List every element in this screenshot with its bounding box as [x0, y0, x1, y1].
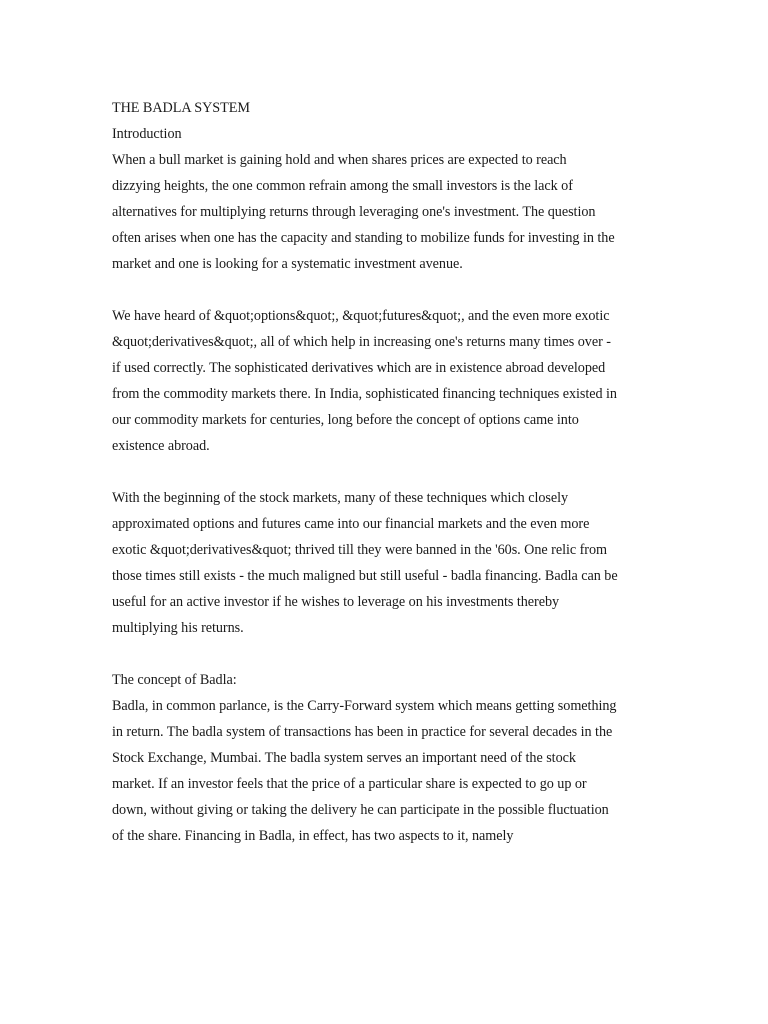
document-body	[112, 95, 672, 849]
paragraph-line: When a bull market is gaining hold and when shares prices are expected to reach	[112, 152, 567, 168]
document-title: THE BADLA SYSTEM	[112, 100, 250, 116]
paragraph-intro	[112, 147, 672, 277]
paragraph-line: alternatives for multiplying returns through leveraging one's investment. The question	[112, 204, 596, 220]
paragraph-derivatives	[112, 303, 672, 459]
section-heading-introduction: Introduction	[112, 126, 182, 142]
paragraph-line: approximated options and futures came into our financial markets and the even more	[112, 516, 590, 532]
paragraph-line: multiplying his returns.	[112, 620, 244, 636]
paragraph-line: dizzying heights, the one common refrain among the small investors is the lack of	[112, 178, 573, 194]
paragraph-line: from the commodity markets there. In India, sophisticated financing techniques existed in	[112, 386, 617, 402]
paragraph-line: useful for an active investor if he wishes to leverage on his investments thereby	[112, 594, 560, 610]
paragraph-line: exotic &quot;derivatives&quot; thrived till they were banned in the '60s. One relic from	[112, 542, 607, 558]
paragraph-line: Stock Exchange, Mumbai. The badla system serves an important need of the stock	[112, 750, 576, 766]
paragraph-line: market and one is looking for a systematic investment avenue.	[112, 256, 463, 272]
paragraph-line: We have heard of &quot;options&quot;, &quot;futures&quot;, and the even more exotic	[112, 308, 610, 324]
paragraph-line: our commodity markets for centuries, long before the concept of options came into	[112, 412, 579, 428]
paragraph-gap	[112, 641, 672, 667]
paragraph-line: market. If an investor feels that the price of a particular share is expected to go up or	[112, 776, 587, 792]
paragraph-line: if used correctly. The sophisticated derivatives which are in existence abroad developed	[112, 360, 606, 376]
paragraph-stock-markets	[112, 485, 672, 641]
paragraph-gap	[112, 459, 672, 485]
paragraph-line: Badla, in common parlance, is the Carry-Forward system which means getting something	[112, 698, 617, 714]
paragraph-gap	[112, 277, 672, 303]
paragraph-line: those times still exists - the much maligned but still useful - badla financing. Badla can be	[112, 568, 618, 584]
paragraph-line: With the beginning of the stock markets, many of these techniques which closely	[112, 490, 569, 506]
paragraph-line: &quot;derivatives&quot;, all of which help in increasing one's returns many times over -	[112, 334, 611, 350]
paragraph-line: in return. The badla system of transactions has been in practice for several decades in the	[112, 724, 613, 740]
paragraph-line: often arises when one has the capacity and standing to mobilize funds for investing in the	[112, 230, 615, 246]
paragraph-line: existence abroad.	[112, 438, 210, 454]
section-heading-concept: The concept of Badla:	[112, 672, 237, 688]
paragraph-concept	[112, 693, 672, 849]
paragraph-line: down, without giving or taking the delivery he can participate in the possible fluctuation	[112, 802, 609, 818]
paragraph-line: of the share. Financing in Badla, in effect, has two aspects to it, namely	[112, 828, 514, 844]
